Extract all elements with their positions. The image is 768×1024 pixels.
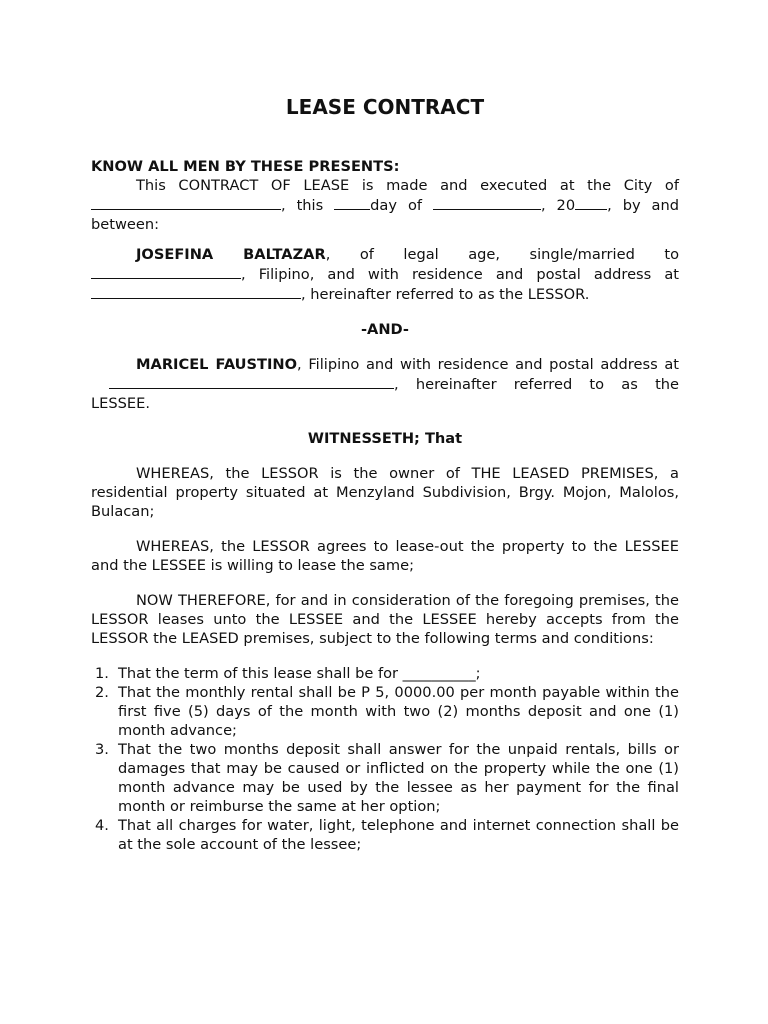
term-item <box>91 664 679 683</box>
lessee-address-blank <box>109 374 394 389</box>
lessee-at: at <box>664 356 679 373</box>
lessee-name: MARICEL FAUSTINO <box>136 356 298 373</box>
lessor-text2: , Filipino, and with residence and postal address <box>241 266 652 283</box>
term-number: 3. <box>95 741 109 758</box>
lessee-text3: the LESSEE. <box>91 376 680 412</box>
lessor-name: JOSEFINA BALTAZAR <box>136 246 326 263</box>
lessor-to: to <box>664 246 679 263</box>
term-item <box>91 816 679 854</box>
document-title: LEASE CONTRACT <box>285 95 485 119</box>
day-blank <box>334 195 370 210</box>
spouse-blank <box>91 264 241 279</box>
term-number: 4. <box>95 817 109 834</box>
term-item <box>91 740 679 816</box>
intro-line1: This CONTRACT OF LEASE is made and executed at the City of <box>136 177 679 194</box>
intro-between: between: <box>91 216 160 233</box>
lessee-text2: , hereinafter referred to as <box>394 376 638 393</box>
lessee-text1: , Filipino and with residence and postal address <box>297 356 658 373</box>
intro-20: , 20 <box>540 197 576 214</box>
intro-day-of: day of <box>370 197 423 214</box>
whereas-paragraph-2: WHEREAS, the LESSOR agrees to lease-out the property to the LESSEE and the LESSEE is willing to lease the same; <box>91 538 679 574</box>
and-separator: -AND- <box>360 321 409 338</box>
intro-by-and: , by and <box>607 197 680 214</box>
now-therefore-paragraph: NOW THEREFORE, for and in consideration of the foregoing premises, the LESSOR leases unto the LESSEE and the LESSEE hereby accepts from the LESSOR the LEASED premises, subject to the following terms and conditions: <box>91 592 679 647</box>
lessor-text3: , hereinafter referred to as the LESSOR. <box>301 286 590 303</box>
term-item <box>91 683 679 740</box>
term-text: That the monthly rental shall be P 5, 0000.00 per month payable within the first five (5) days of the month with two (2) months deposit and one (1) month advance; <box>118 684 679 739</box>
whereas-paragraph-1: WHEREAS, the LESSOR is the owner of THE LEASED PREMISES, a residential property situated at Menzyland Subdivision, Brgy. Mojon, Malolos, Bulacan; <box>91 465 679 520</box>
term-text: That the term of this lease shall be for __________; <box>118 665 481 682</box>
witnesseth-heading: WITNESSETH; That <box>307 430 463 447</box>
lessor-paragraph <box>91 245 679 304</box>
year-blank <box>575 195 607 210</box>
term-number: 1. <box>95 665 109 682</box>
lessor-address-blank <box>91 284 301 299</box>
lessor-at: at <box>664 266 680 283</box>
lessor-text1: , of legal age, single/married <box>325 246 635 263</box>
lease-document <box>91 94 679 854</box>
term-text: That all charges for water, light, telephone and internet connection shall be at the sole account of the lessee; <box>118 817 679 853</box>
intro-this: , this <box>281 197 324 214</box>
month-blank <box>433 195 541 210</box>
term-number: 2. <box>95 684 109 701</box>
lessee-paragraph <box>91 355 679 413</box>
intro-paragraph <box>91 176 679 234</box>
term-text: That the two months deposit shall answer for the unpaid rentals, bills or damages that may be caused or inflicted on the property while the one (1) month advance may be used by the lessee as her payment for the final month or reimburse the same at her option; <box>118 741 679 815</box>
city-blank <box>91 195 281 210</box>
know-all-men-heading: KNOW ALL MEN BY THESE PRESENTS: <box>91 158 400 175</box>
terms-list <box>91 664 679 854</box>
